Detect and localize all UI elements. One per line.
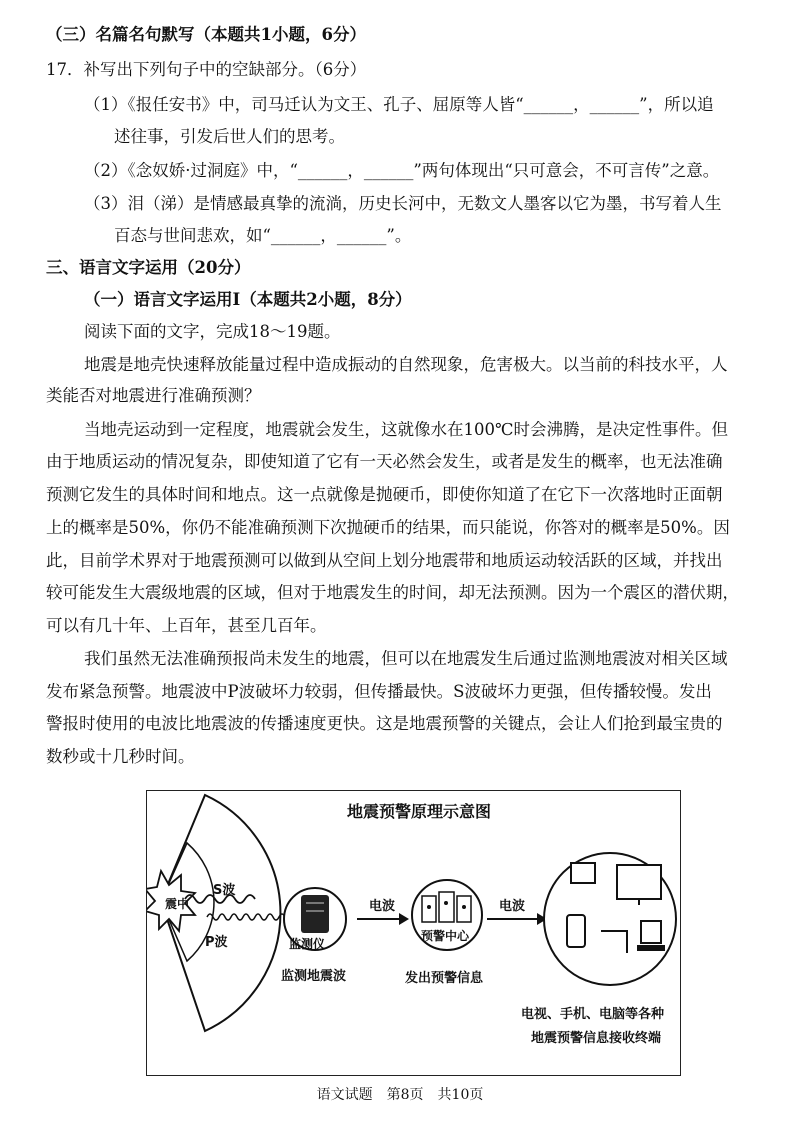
part-sub-heading: （一）语言文字运用Ⅰ（本题共2小题，8分） [84,290,412,309]
passage-line: 数秒或十几秒时间。 [46,747,195,766]
server-icon [439,892,454,922]
monitor-label: 监测仪 [289,937,326,951]
passage-line: 此，目前学术界对于地震预测可以做到从空间上划分地震带和地质运动较活跃的区域，并找出 [46,551,723,570]
p-wave-label: P波 [205,935,228,950]
question-17-item-1-cont: 述往事，引发后世人们的思考。 [114,127,345,146]
question-17-item-2: （2）《念奴娇·过洞庭》中，“______，______”两句体现出“只可意会，不可言传”之意。 [84,161,720,180]
passage-line: 类能否对地震进行准确预测？ [46,386,261,405]
passage-line: 较可能发生大震级地震的区域，但对于地震发生的时间，却无法预测。因为一个震区的潜伏期， [46,583,739,602]
epicenter-label: 震中 [165,897,190,911]
passage-line: 发布紧急预警。地震波中P波破坏力较弱，但传播最快。S波破坏力更强，但传播较慢。发出 [46,682,712,701]
center-caption: 发出预警信息 [405,971,484,986]
passage-line: 可以有几十年、上百年，甚至几百年。 [46,616,327,635]
terminal-caption-2: 地震预警信息接收终端 [531,1031,662,1046]
center-label: 预警中心 [421,929,470,943]
section-heading: （三）名篇名句默写（本题共1小题，6分） [46,25,366,44]
reading-instruction: 阅读下面的文字，完成18～19题。 [84,322,341,341]
computer-icon [641,921,661,943]
monitor-caption: 监测地震波 [281,969,347,984]
tv-icon [617,865,661,899]
radio-label-2: 电波 [499,899,526,914]
question-17-title: 17．补写出下列句子中的空缺部分。（6分） [46,60,367,79]
passage-line: 由于地质运动的情况复杂，即使知道了它有一天必然会发生，或者是发生的概率，也无法准确 [46,452,723,471]
monitor-screen-icon [571,863,595,883]
question-17-item-3: （3）泪（涕）是情感最真挚的流淌，历史长河中，无数文人墨客以它为墨，书写着人生 [84,194,722,213]
passage-line: 预测它发生的具体时间和地点。这一点就像是抛硬币，即使你知道了在它下一次落地时正面朝 [46,485,723,504]
question-17-item-1: （1）《报任安书》中，司马迁认为文王、孔子、屈原等人皆“______，______”，所以追 [84,95,714,114]
diagram-title: 地震预警原理示意图 [347,802,492,821]
radio-label-1: 电波 [369,899,396,914]
seismometer-icon [301,895,329,933]
page-footer: 语文试题 第8页 共10页 [316,1087,484,1103]
part-heading: 三、语言文字运用（20分） [46,258,251,277]
earthquake-warning-diagram [146,790,681,1076]
terminal-caption-1: 电视、手机、电脑等各种 [521,1007,665,1022]
question-17-item-3-cont: 百态与世间悲欢，如“______，______”。 [114,226,412,245]
passage-line: 警报时使用的电波比地震波的传播速度更快。这是地震预警的关键点，会让人们抢到最宝贵的 [46,714,723,733]
passage-line: 地震是地壳快速释放能量过程中造成振动的自然现象，危害极大。以当前的科技水平，人 [84,355,728,374]
passage-line: 上的概率是50%，你仍不能准确预测下次抛硬币的结果，而只能说，你答对的概率是50%。因 [46,518,730,537]
phone-icon [567,915,585,947]
passage-line: 我们虽然无法准确预报尚未发生的地震，但可以在地震发生后通过监测地震波对相关区域 [84,649,728,668]
passage-line: 当地壳运动到一定程度，地震就会发生，这就像水在100℃时会沸腾，是决定性事件。但 [84,420,728,439]
s-wave-label: S波 [213,883,236,898]
